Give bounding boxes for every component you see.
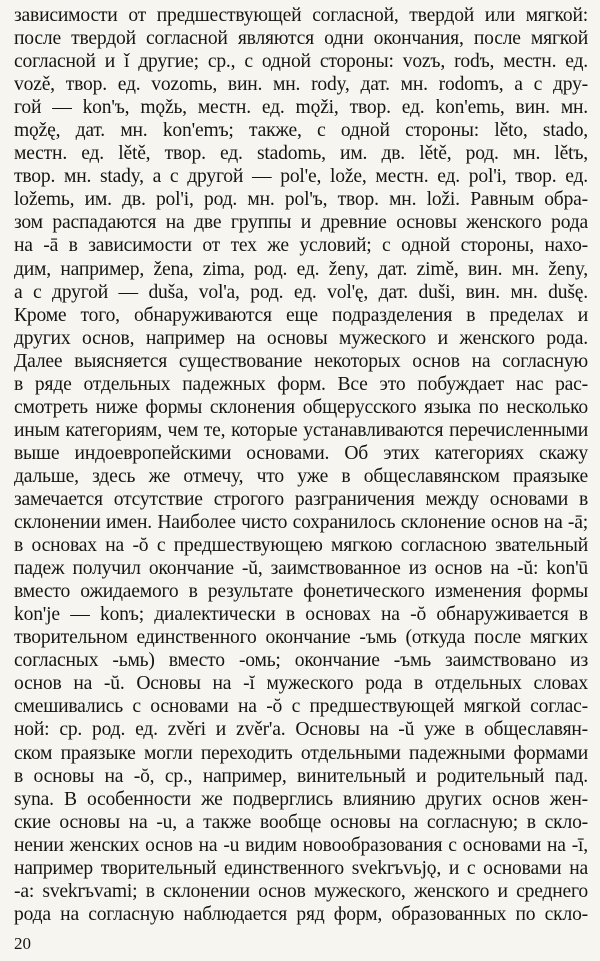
- text-line-7: местн. ед. lětě, твор. ед. stadomь, им. дв. lětě, род. мн. lětъ,: [14, 143, 588, 165]
- text-line-25: падеж получил окончание -ŭ, заимствованное из основ на -ŭ: kon'ū: [14, 558, 588, 580]
- text-line-30: основ на -ŭ. Основы на -ĭ мужеского рода в отдельных словах: [14, 673, 588, 695]
- text-line-38: например творительный единственного svekrъvьjǫ, и с основами на: [14, 857, 588, 879]
- text-line-15: других основ, например на основы мужеского и женского рода.: [14, 327, 588, 349]
- text-line-11: на -ā в зависимости от тех же условий; с одной стороны, нахо-: [14, 235, 588, 257]
- text-line-34: в основы на -ŏ, ср., например, винительный и родительный пад.: [14, 765, 588, 787]
- text-line-10: зом распадаются на две группы и древние основы женского рода: [14, 212, 588, 234]
- text-line-16: Далее выясняется существование некоторых основ на согласную: [14, 350, 588, 372]
- text-line-28: творительном единственного окончание -ъмь (откуда после мягких: [14, 627, 588, 649]
- text-line-2: после твердой согласной являются одни окончания, после мягкой: [14, 28, 588, 50]
- text-line-19: иным категориям, чем те, которые устанавливаются перечисленными: [14, 419, 588, 441]
- text-line-14: Кроме того, обнаруживаются еще подразделения в пределах и: [14, 304, 588, 326]
- text-line-23: склонении имен. Наиболее чисто сохранилось склонение основ на -ā;: [14, 512, 588, 534]
- text-line-9: ložemь, им. дв. pol'i, род. мн. pol'ъ, твор. мн. loži. Равным обра-: [14, 189, 588, 211]
- text-line-40: рода на согласную наблюдается ряд форм, образованных по скло-: [14, 903, 588, 925]
- text-line-29: согласных -ьмь) вместо -омь; окончание -ъмь заимствовано из: [14, 650, 588, 672]
- text-line-26: вместо ожидаемого в результате фонетического изменения формы: [14, 581, 588, 603]
- text-line-32: ной: ср. род. ед. zvěri и zvěr'a. Основы на -ŭ уже в общеславян-: [14, 719, 588, 741]
- page-body: [14, 4, 588, 926]
- text-line-4: vozě, твор. ед. vozomь, вин. мн. rody, дат. мн. rodomъ, а с дру-: [14, 74, 588, 96]
- text-line-33: ском праязыке могли переходить отдельными падежными формами: [14, 742, 588, 764]
- page-number: 20: [14, 934, 31, 953]
- text-line-20: выше индоевропейскими основами. Об этих категориях скажу: [14, 442, 588, 464]
- text-line-39: -a: svekrъvami; в склонении основ мужеского, женского и среднего: [14, 880, 588, 902]
- text-line-22: замечается отсутствие строгого разграничения между основами в: [14, 488, 588, 510]
- text-line-36: ские основы на -u, а также вообще основы на согласную; в скло-: [14, 811, 588, 833]
- text-line-18: смотреть ниже формы склонения общерусского языка по несколько: [14, 396, 588, 418]
- text-line-35: syna. В особенности же подверглись влиянию других основ жен-: [14, 788, 588, 810]
- text-line-31: смешивались с основами на -ŏ с предшествующей мягкой соглас-: [14, 696, 588, 718]
- text-line-1: зависимости от предшествующей согласной, твердой или мягкой:: [14, 5, 588, 26]
- text-line-6: mǫžę, дат. мн. kon'emъ; также, с одной стороны: lěto, stado,: [14, 120, 588, 142]
- text-line-24: в основах на -ŏ с предшествующею мягкою согласною звательный: [14, 535, 588, 557]
- text-line-8: твор. мн. stady, а с другой — pol'e, lože, местн. ед. pol'i, твор. ед.: [14, 166, 588, 188]
- text-line-5: гой — kon'ъ, mǫžь, местн. ед. mǫži, твор. ед. kon'emь, вин. мн.: [14, 97, 588, 119]
- text-line-13: а с другой — duša, vol'a, род. ед. vol'ę, дат. duši, вин. мн. dušę.: [14, 281, 588, 303]
- text-line-12: дим, например, žena, zima, род. ед. ženy, дат. zimě, вин. мн. ženy,: [14, 258, 588, 280]
- text-line-3: согласной и ǐ другие; ср., с одной стороны: vozъ, rodъ, местн. ед.: [14, 51, 588, 73]
- text-line-17: в ряде отдельных падежных форм. Все это побуждает нас рас-: [14, 373, 588, 395]
- text-line-37: нении женских основ на -u видим новообразования с основами на -ī,: [14, 834, 588, 856]
- text-line-27: kon'je — konъ; диалектически в основах на -ŏ обнаруживается в: [14, 604, 588, 626]
- text-line-21: дальше, здесь же отмечу, что уже в общеславянском праязыке: [14, 465, 588, 487]
